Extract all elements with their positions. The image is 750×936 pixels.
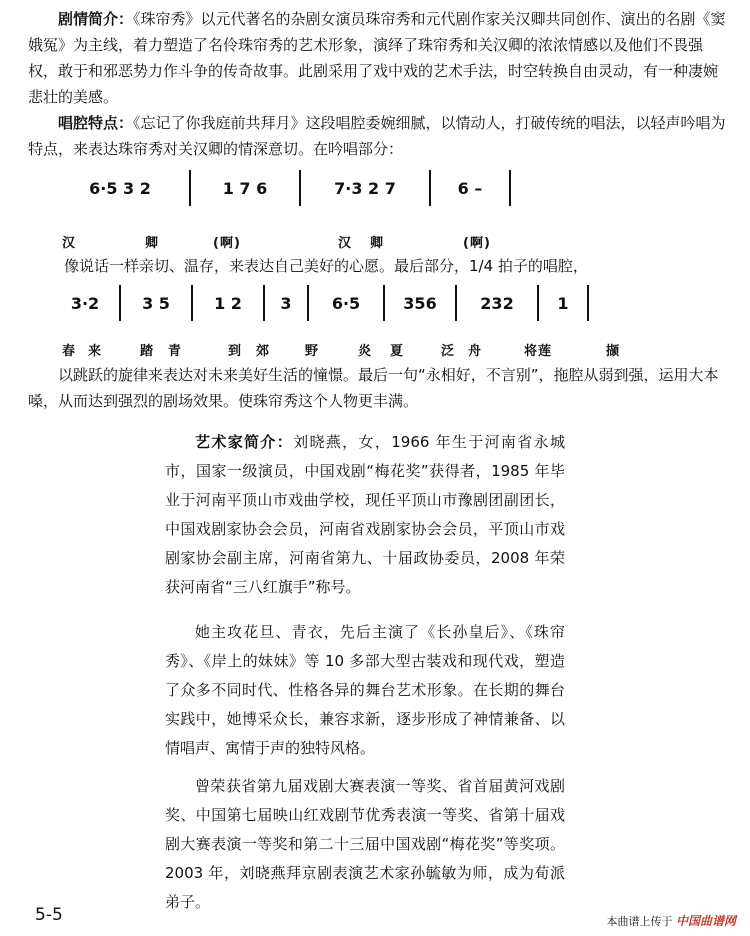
artist-paragraph-3: 曾荣获省第九届戏剧大赛表演一等奖、省首届黄河戏剧奖、中国第七届映山红戏剧节优秀表演一等奖、省第十届戏剧大赛表演一等奖和第二十三届中国戏剧“梅花奖”等奖项。2003 年，刘晓燕拜京剧表演艺术家孙毓敏为师，成为荀派弟子。 [165,777,565,911]
music2-lyric: 来 [88,344,103,359]
music2-lyric: 青 [168,344,183,359]
music2-measure-3: 1 2 [214,293,242,313]
source-prefix: 本曲谱上传于 [606,915,673,928]
plot-summary [28,6,728,110]
source-credit [606,912,736,929]
music2-measure-6: 356 [403,293,437,313]
barline [307,285,309,321]
artist-paragraph-2: 她主攻花旦、青衣，先后主演了《长孙皇后》、《珠帘秀》、《岸上的妹妹》等 10 多部大型古装戏和现代戏，塑造了众多不同时代、性格各异的舞台艺术形象。在长期的舞台实践中，她博采众长，兼容求新，逐步形成了神情兼备、以情唱声、寓情于声的独特风格。 [165,623,565,757]
music2-lyric: 夏 [390,344,405,359]
music1-measure-3: 7·3 2 7 [334,178,396,198]
music1-lyric: 汉 [62,236,77,251]
closing-paragraph [28,362,728,414]
singing-text: 《忘记了你我庭前共拜月》这段唱腔委婉细腻，以情动人，打破传统的唱法，以轻声吟唱为特点，来表达珠帘秀对关汉卿的情深意切。在吟唱部分： [28,114,726,158]
music1-lyric: 卿 [370,236,385,251]
music2-measure-2: 3 5 [142,293,170,313]
plot-label: 剧情简介： [58,10,134,28]
page-number: 5-5 [35,905,63,925]
music2-lyric: 到 [228,344,243,359]
music1-measure-1: 6·5 3 2 [89,178,151,198]
music2-lyric: 舟 [468,344,483,359]
music1-lyric: (啊) [213,236,241,251]
music1-measure-4: 6 – [457,178,483,198]
barline [191,285,193,321]
singing-label: 唱腔特点： [58,114,134,132]
music2-measure-7: 232 [480,293,514,313]
barline [537,285,539,321]
barline [587,285,589,321]
barline [509,170,511,206]
artist-intro [165,428,565,602]
music2-measure-4: 3 [280,293,292,313]
music1-lyric: (啊) [463,236,491,251]
barline [383,285,385,321]
barline [119,285,121,321]
music2-lyric: 将莲 [524,344,553,359]
music-staff-2 [55,285,593,321]
barline [263,285,265,321]
music2-lyric: 郊 [256,344,271,359]
barline [299,170,301,206]
barline [455,285,457,321]
artist-intro-text: 刘晓燕，女，1966 年生于河南省永城市，国家一级演员，中国戏剧“梅花奖”获得者，1985 年毕业于河南平顶山市戏曲学校，现任平顶山市豫剧团副团长，中国戏剧家协会会员，河南省戏剧家协会会员，平顶山市戏剧家协会副主席，河南省第九、十届政协委员，2008 年荣获河南省“三八红旗手”称号。 [165,433,565,596]
music2-measure-1: 3·2 [70,293,100,313]
music2-lyric: 野 [305,344,320,359]
music2-lyric: 撷 [606,344,621,359]
plot-text: 《珠帘秀》以元代著名的杂剧女演员珠帘秀和元代剧作家关汉卿共同创作、演出的名剧《窦娥冤》为主线，着力塑造了名伶珠帘秀的艺术形象，演绎了珠帘秀和关汉卿的浓浓情感以及他们不畏强权，敢于和邪恶势力作斗争的传奇故事。此剧采用了戏中戏的艺术手法，时空转换自由灵动，有一种凄婉悲壮的美感。 [28,10,726,106]
music2-measure-8: 1 [557,293,569,313]
music2-lyric: 泛 [441,344,456,359]
music1-measure-2: 1 7 6 [222,178,268,198]
music-staff-1 [55,170,515,206]
music2-lyric: 春 [62,344,77,359]
music2-lyric: 踏 [140,344,155,359]
singing-features [28,110,728,162]
artist-label: 艺术家简介： [195,433,294,451]
middle-text: 像说话一样亲切、温存，来表达自己美好的心愿。最后部分，1/4 拍子的唱腔， [64,257,588,275]
music1-lyric: 汉 [338,236,353,251]
closing-text: 以跳跃的旋律来表达对未来美好生活的憧憬。最后一句“永相好，不言别”，拖腔从弱到强，运用大本嗓，从而达到强烈的剧场效果。使珠帘秀这个人物更丰满。 [28,366,719,410]
source-brand: 中国曲谱网 [675,914,736,928]
barline [189,170,191,206]
music2-lyric: 炎 [358,344,373,359]
barline [429,170,431,206]
music1-lyric: 卿 [145,236,160,251]
music2-measure-5: 6·5 [331,293,361,313]
